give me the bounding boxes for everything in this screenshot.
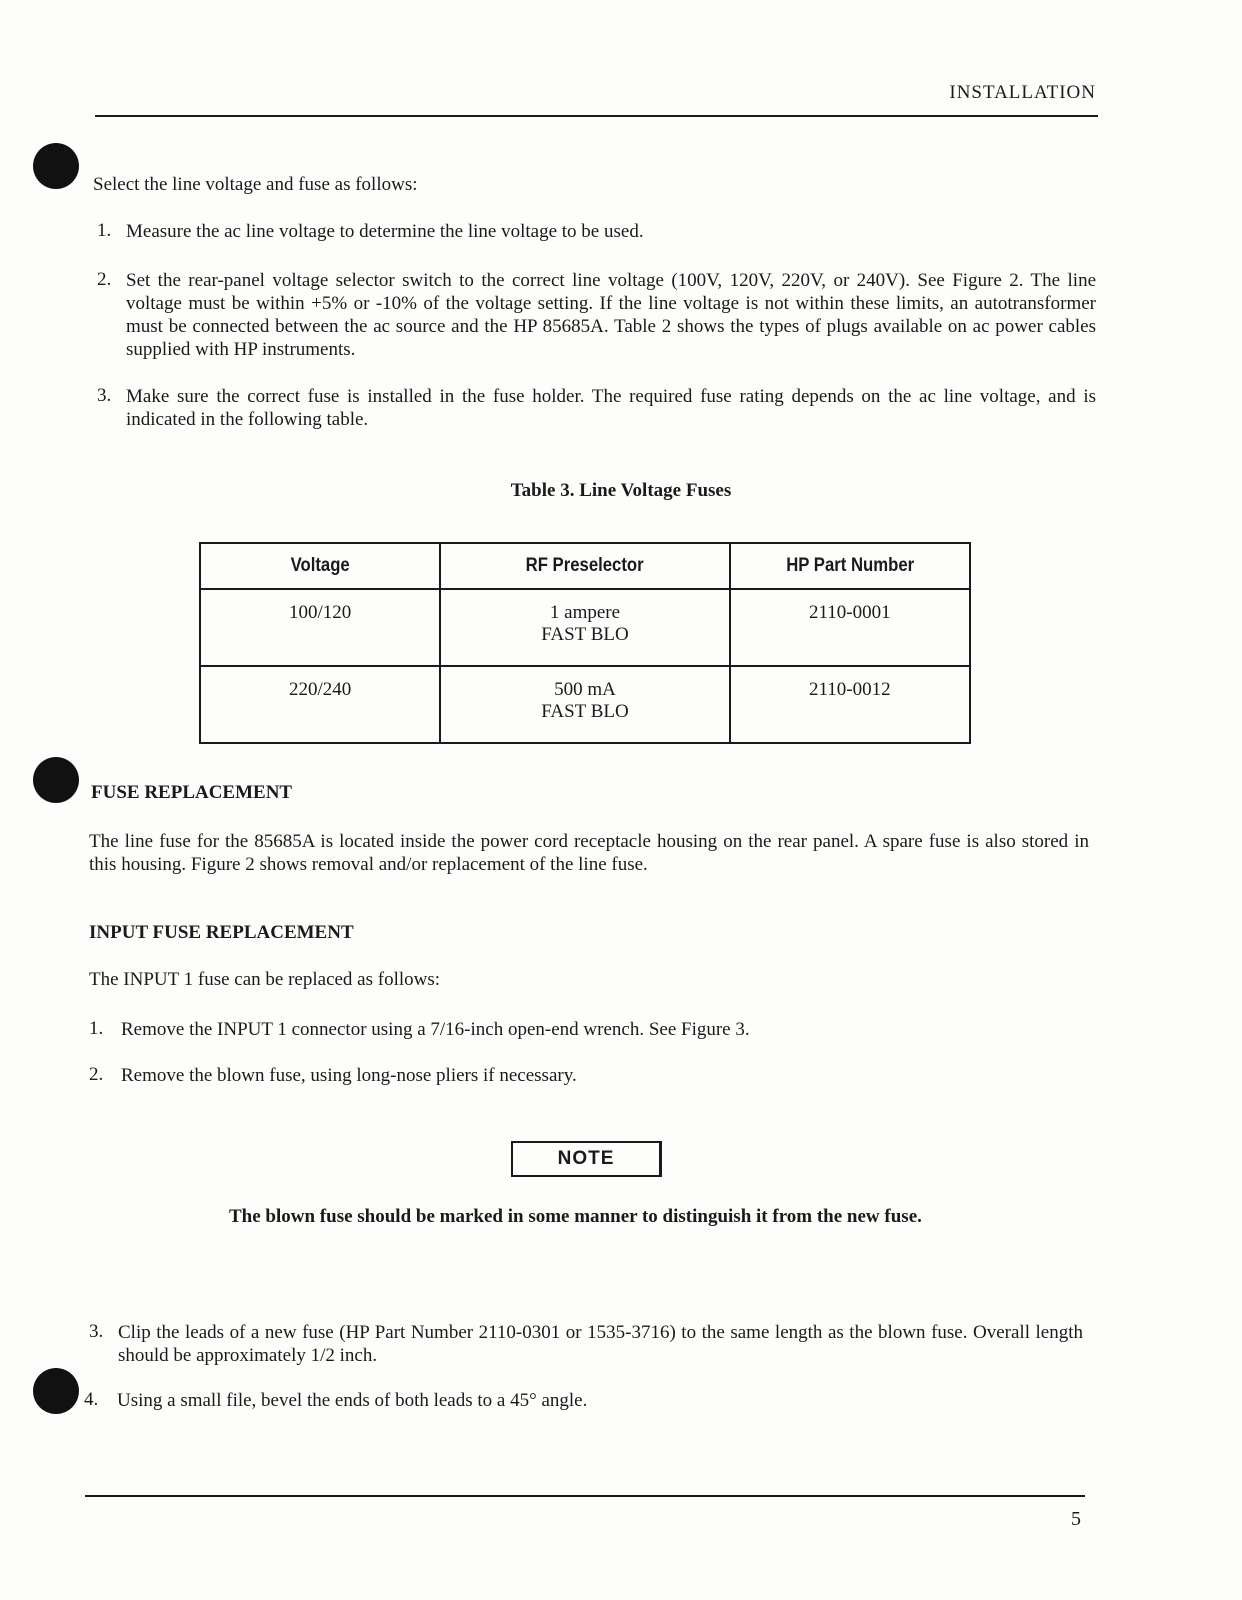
input-fuse-intro: The INPUT 1 fuse can be replaced as follows:	[89, 969, 441, 990]
part-number-cell: 2110-0001	[730, 589, 970, 666]
fuse-type: FAST BLO	[541, 701, 629, 722]
voltage-cell: 100/120	[200, 589, 440, 666]
section-title: INSTALLATION	[949, 82, 1096, 103]
preselector-cell	[440, 666, 729, 743]
page-number: 5	[1071, 1508, 1081, 1530]
line-voltage-fuses-table	[199, 542, 971, 744]
step-text: Remove the INPUT 1 connector using a 7/16-inch open-end wrench. See Figure 3.	[121, 1019, 750, 1040]
binder-hole-bottom	[33, 1368, 79, 1414]
voltage-cell: 220/240	[200, 666, 440, 743]
preselector-cell	[440, 589, 729, 666]
note-label: NOTE	[511, 1141, 662, 1177]
step-text: Using a small file, bevel the ends of both leads to a 45° angle.	[117, 1390, 588, 1411]
step-text: Make sure the correct fuse is installed in the fuse holder. The required fuse rating depends on the ac line voltage, and is indicated in the following table.	[126, 386, 1096, 430]
fuse-rating: 500 mA	[554, 679, 616, 700]
step-number: 1.	[97, 220, 112, 241]
header-rule	[95, 115, 1098, 117]
binder-hole-middle	[33, 757, 79, 803]
footer-rule	[85, 1495, 1085, 1497]
part-number-cell: 2110-0012	[730, 666, 970, 743]
column-header: RF Preselector	[458, 543, 713, 589]
step-number: 2.	[89, 1064, 104, 1085]
binder-hole-top	[33, 143, 79, 189]
column-header: HP Part Number	[744, 543, 956, 589]
step-number: 1.	[89, 1018, 104, 1039]
fuse-rating: 1 ampere	[549, 602, 621, 623]
fuse-type: FAST BLO	[541, 624, 629, 645]
fuse-replacement-body: The line fuse for the 85685A is located inside the power cord receptacle housing on the rear panel. A spare fuse is also stored in this housing. Figure 2 shows removal and/or replacement of the line fuse.	[89, 831, 1089, 875]
step-number: 3.	[89, 1321, 104, 1342]
step-number: 4.	[84, 1389, 99, 1410]
column-header: Voltage	[214, 543, 425, 589]
table-title: Table 3. Line Voltage Fuses	[510, 480, 732, 501]
step-text: Remove the blown fuse, using long-nose pliers if necessary.	[121, 1065, 577, 1086]
step-text: Measure the ac line voltage to determine the line voltage to be used.	[126, 221, 644, 242]
step-text: Set the rear-panel voltage selector switch to the correct line voltage (100V, 120V, 220V, or 240V). See Figure 2. The line voltage must be within +5% or -10% of the voltage setting. If the line voltage is not within these limits, an autotransformer must be connected between the ac source and the HP 85685A. Table 2 shows the types of plugs available on ac power cables supplied with HP instruments.	[126, 270, 1096, 360]
step-number: 2.	[97, 269, 112, 290]
input-fuse-replacement-heading: INPUT FUSE REPLACEMENT	[89, 922, 354, 943]
note-text: The blown fuse should be marked in some manner to distinguish it from the new fuse.	[229, 1206, 922, 1227]
table-row	[200, 666, 970, 743]
table-row	[200, 589, 970, 666]
step-text: Clip the leads of a new fuse (HP Part Number 2110-0301 or 1535-3716) to the same length as the blown fuse. Overall length should be approximately 1/2 inch.	[118, 1322, 1083, 1366]
table-header-row	[200, 543, 970, 589]
fuse-replacement-heading: FUSE REPLACEMENT	[91, 782, 293, 803]
intro-text: Select the line voltage and fuse as follows:	[93, 174, 418, 195]
step-number: 3.	[97, 385, 112, 406]
